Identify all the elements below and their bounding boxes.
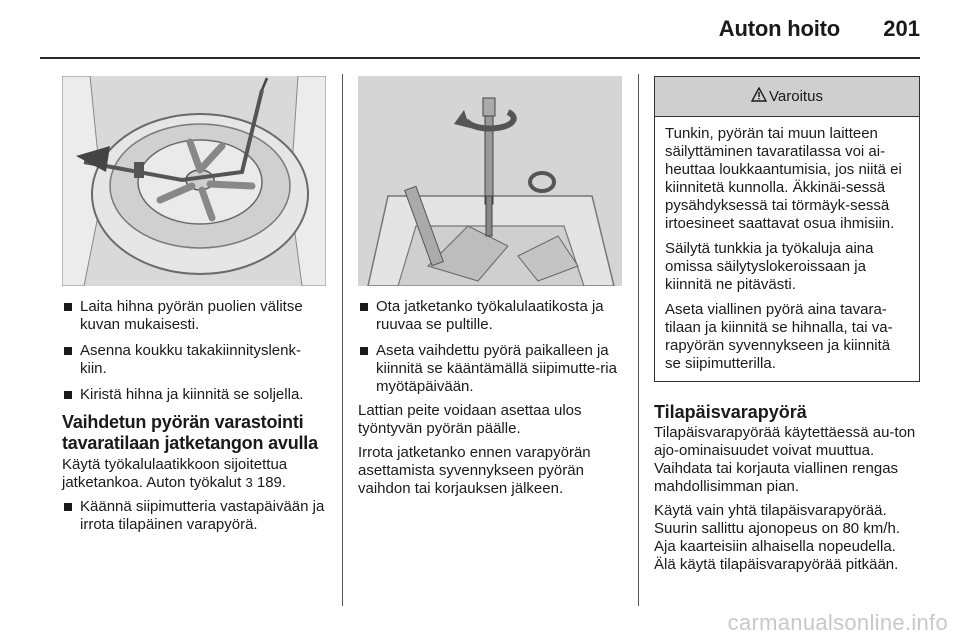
paragraph: Lattian peite voidaan asettaa ulos työntyvän pyörän päälle.	[358, 402, 582, 437]
header-divider	[40, 57, 920, 59]
section-heading: Tilapäisvarapyörä	[654, 402, 807, 422]
paragraph: Irrota jatketanko ennen varapyörän asettamista syvennykseen pyörän vaihdon tai korjauksen jälkeen.	[358, 444, 591, 497]
reference-page-link[interactable]: 189.	[256, 474, 287, 491]
warning-paragraph: Säilytä tunkkia ja työkaluja aina omissa säilytyslokeroissaan ja kiinnitä ne pitävästi.	[665, 240, 874, 293]
spare-wheel-strap-illustration	[62, 76, 326, 286]
list-item: Laita hihna pyörän puolien välitse kuvan mukaisesti.	[62, 298, 326, 334]
warning-paragraph: Tunkin, pyörän tai muun laitteen säilyttäminen tavaratilassa voi ai-heuttaa loukkaantumisia, jos niitä ei kiinnitetä kunnolla. Äkkinäi-sessä pysähdyksessä tai törmäyk-sessä irtoesineet saattavat osua ihmisiin.	[665, 125, 902, 232]
install-steps-list	[358, 298, 622, 396]
warning-paragraph: Aseta viallinen pyörä aina tavara-tilaan ja kiinnitä se hihnalla, tai va-rapyörän syvennykseen ja kiinnitä se siipimutterilla.	[665, 301, 893, 372]
warning-body	[655, 117, 919, 381]
warning-title: Varoitus	[769, 88, 823, 105]
list-item: Aseta vaihdettu pyörä paikalleen ja kiinnitä se kääntämällä siipimutte-ria myötäpäivään.	[358, 342, 622, 396]
removal-steps-list	[62, 498, 326, 534]
page-header	[0, 0, 960, 60]
warning-header	[655, 77, 919, 117]
page-number: 201	[883, 16, 920, 41]
list-item: Ota jatketanko työkalulaatikosta ja ruuvaa se pultille.	[358, 298, 622, 334]
paragraph: Tilapäisvarapyörää käytettäessä au-ton ajo-ominaisuudet voivat muuttua. Vaihdata tai korjauta viallinen rengas mahdollisimman pian.	[654, 424, 916, 495]
section-heading: Vaihdetun pyörän varastointi tavaratilaan jatketangon avulla	[62, 412, 318, 453]
warning-triangle-icon	[751, 87, 767, 106]
bullet-marker	[64, 347, 72, 355]
column-3	[654, 76, 920, 580]
list-item: Asenna koukku takakiinnityslenk-kiin.	[62, 342, 326, 378]
bullet-marker	[360, 303, 368, 311]
intro-paragraph: Käytä työkalulaatikkoon sijoitettua jatketankoa. Auton työkalut 3 189.	[62, 456, 288, 491]
bullet-marker	[360, 347, 368, 355]
bullet-marker	[64, 503, 72, 511]
column-divider-2	[638, 74, 639, 606]
strap-steps-list	[62, 298, 326, 404]
list-item: Kiristä hihna ja kiinnitä se soljella.	[62, 386, 326, 404]
column-1	[62, 76, 326, 542]
column-2	[358, 76, 622, 504]
bullet-marker	[64, 303, 72, 311]
column-divider-1	[342, 74, 343, 606]
warning-box	[654, 76, 920, 382]
paragraph: Käytä vain yhtä tilapäisvarapyörää. Suurin sallittu ajonopeus on 80 km/h. Aja kaarteisiin alhaisella nopeudella. Älä käytä tilapäisvarapyörää pitkään.	[654, 502, 900, 573]
page-title: Auton hoito	[718, 16, 840, 41]
reference-arrow-icon: 3	[245, 475, 253, 490]
extension-rod-illustration	[358, 76, 622, 286]
watermark: carmanualsonline.info	[727, 610, 948, 635]
list-item: Käännä siipimutteria vastapäivään ja irrota tilapäinen varapyörä.	[62, 498, 326, 534]
bullet-marker	[64, 391, 72, 399]
